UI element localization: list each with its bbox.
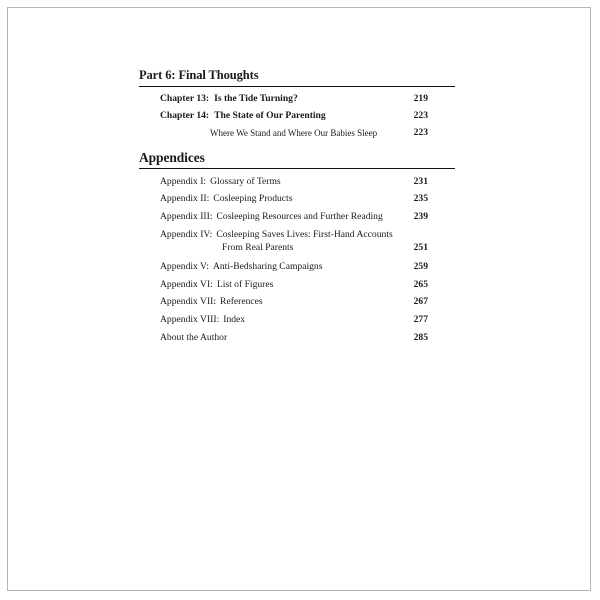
appendix-2-title: Cosleeping Products bbox=[213, 193, 293, 204]
appendix-7-label bbox=[160, 296, 263, 308]
appendix-4-title: Cosleeping Saves Lives: First-Hand Accounts bbox=[216, 229, 393, 240]
appendix-3-label bbox=[160, 211, 383, 223]
appendix-3-page: 239 bbox=[413, 211, 428, 222]
appendix-4-label bbox=[160, 229, 393, 241]
appendix-2-number: Appendix II: bbox=[160, 193, 210, 204]
appendix-6-number: Appendix VI: bbox=[160, 279, 213, 290]
appendices-heading: Appendices bbox=[139, 150, 455, 169]
chapter-13-number: Chapter 13: bbox=[160, 93, 210, 104]
chapter-14-label bbox=[160, 110, 326, 122]
appendix-8-page: 277 bbox=[413, 314, 428, 325]
appendix-2-label bbox=[160, 193, 292, 205]
chapter-13-title: Is the Tide Turning? bbox=[214, 93, 298, 104]
appendix-2-page: 235 bbox=[413, 193, 428, 204]
appendix-4-page: 251 bbox=[413, 242, 428, 253]
appendix-1-title: Glossary of Terms bbox=[210, 176, 281, 187]
chapter-13-label bbox=[160, 93, 298, 105]
appendix-1-page: 231 bbox=[413, 176, 428, 187]
appendix-7-page: 267 bbox=[413, 296, 428, 307]
subsection-page: 223 bbox=[413, 127, 428, 138]
appendix-6-label bbox=[160, 279, 273, 291]
appendix-5-title: Anti-Bedsharing Campaigns bbox=[212, 261, 323, 272]
chapter-14-title: The State of Our Parenting bbox=[214, 110, 326, 121]
appendix-4-continuation-text: From Real Parents bbox=[222, 242, 294, 253]
appendix-5-page: 259 bbox=[413, 261, 428, 272]
chapter-14-number: Chapter 14: bbox=[160, 110, 210, 121]
appendix-4-number: Appendix IV: bbox=[160, 229, 213, 240]
chapter-14-page: 223 bbox=[413, 110, 428, 121]
subsection-title: Where We Stand and Where Our Babies Sleep bbox=[210, 128, 378, 138]
about-author-page: 285 bbox=[413, 332, 428, 343]
appendix-1-label bbox=[160, 176, 281, 188]
about-author-title: About the Author bbox=[160, 332, 228, 343]
appendix-6-page: 265 bbox=[413, 279, 428, 290]
appendix-8-title: Index bbox=[223, 314, 246, 325]
appendix-7-title: References bbox=[220, 296, 263, 307]
appendix-3-title: Cosleeping Resources and Further Reading bbox=[216, 211, 383, 222]
part-6-heading: Part 6: Final Thoughts bbox=[139, 68, 455, 87]
appendix-7-number: Appendix VII: bbox=[160, 296, 217, 307]
appendix-1-number: Appendix I: bbox=[160, 176, 207, 187]
appendix-5-label bbox=[160, 261, 322, 273]
appendix-6-title: List of Figures bbox=[216, 279, 274, 290]
appendix-5-number: Appendix V: bbox=[160, 261, 209, 272]
appendix-8-label bbox=[160, 314, 245, 326]
appendix-8-number: Appendix VIII: bbox=[160, 314, 220, 325]
chapter-13-page: 219 bbox=[413, 93, 428, 104]
appendix-3-number: Appendix III: bbox=[160, 211, 213, 222]
